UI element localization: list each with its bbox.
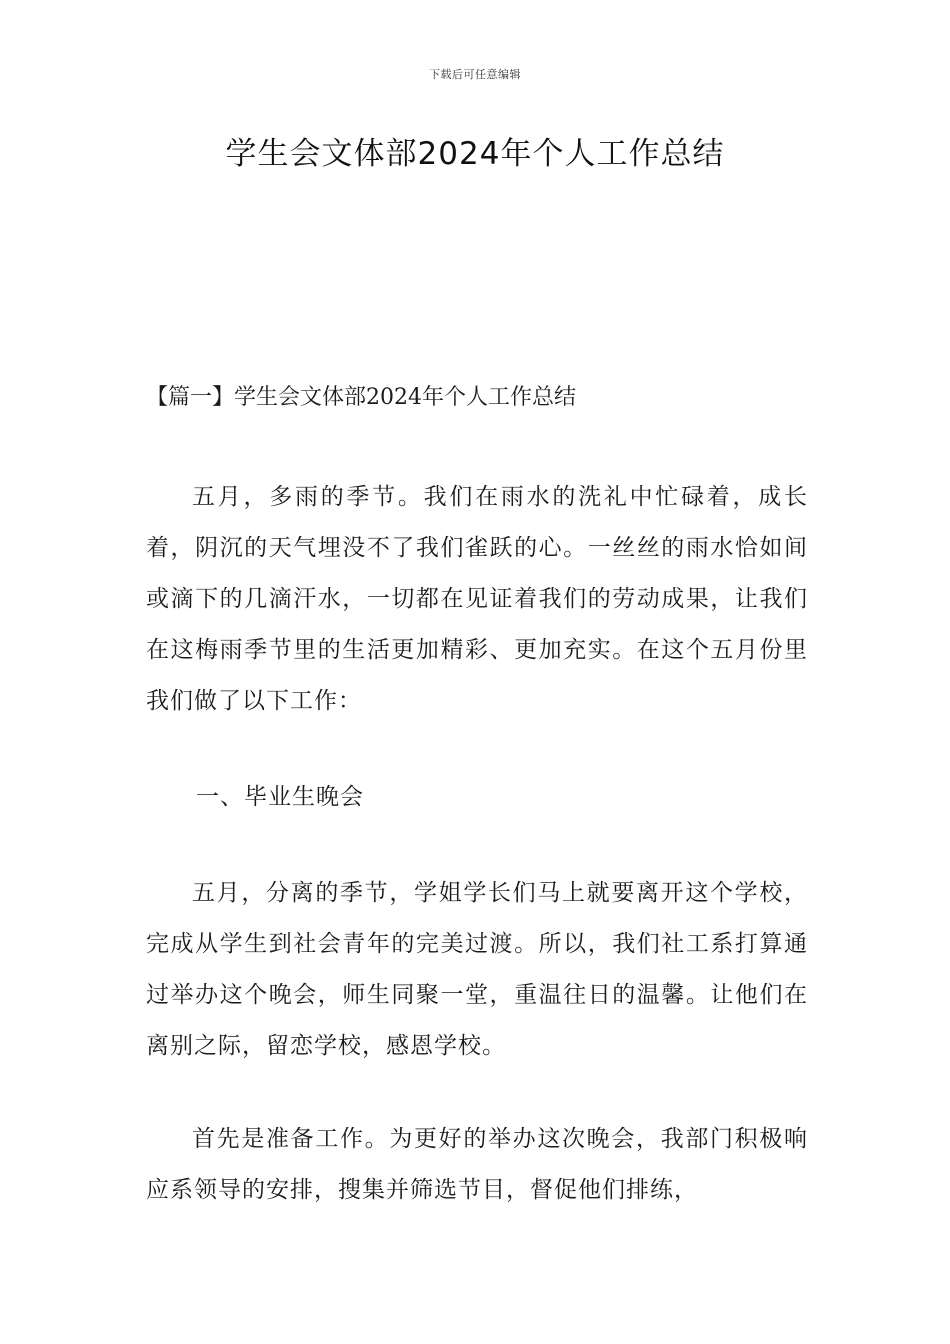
- document-title: 学生会文体部2024年个人工作总结: [225, 136, 725, 172]
- header-note: 下载后可任意编辑: [429, 68, 521, 81]
- sub-heading: 一、毕业生晚会: [196, 784, 364, 810]
- body-paragraph: 首先是准备工作。为更好的举办这次晚会，我部门积极响应系领导的安排，搜集并筛选节目，督促他们排练，: [146, 1126, 808, 1203]
- section-heading: 【篇一】学生会文体部2024年个人工作总结: [146, 385, 576, 410]
- body-paragraph: 五月，分离的季节，学姐学长们马上就要离开这个学校，完成从学生到社会青年的完美过渡。所以，我们社工系打算通过举办这个晚会，师生同聚一堂，重温往日的温馨。让他们在离别之际，留恋学校，感恩学校。: [146, 880, 808, 1059]
- body-paragraph: 五月，多雨的季节。我们在雨水的洗礼中忙碌着，成长着，阴沉的天气埋没不了我们雀跃的心。一丝丝的雨水恰如间或滴下的几滴汗水，一切都在见证着我们的劳动成果，让我们在这梅雨季节里的生活更加精彩、更加充实。在这个五月份里我们做了以下工作：: [146, 484, 808, 714]
